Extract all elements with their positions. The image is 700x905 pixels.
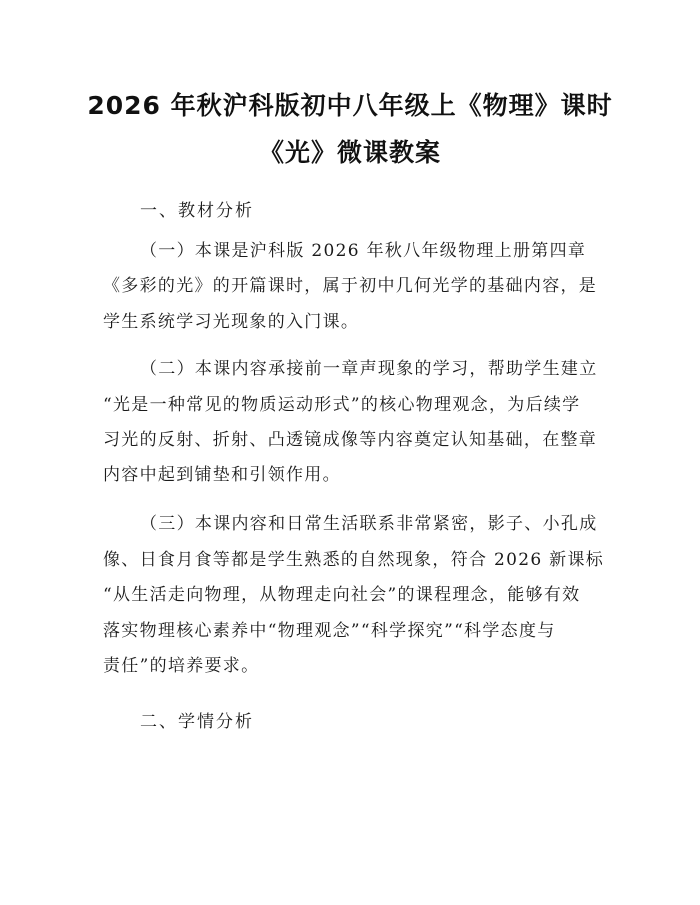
paragraph-1-line-3: 学生系统学习光现象的入门课。 bbox=[103, 312, 360, 332]
document-title-line-1: 2026 年秋沪科版初中八年级上《物理》课时 bbox=[87, 91, 613, 120]
paragraph-2-line-3: 习光的反射、折射、凸透镜成像等内容奠定认知基础，在整章 bbox=[103, 430, 598, 450]
document-title-line-2: 《光》微课教案 bbox=[258, 138, 441, 167]
paragraph-2-line-2: “光是一种常见的物质运动形式”的核心物理观念，为后续学 bbox=[103, 395, 581, 415]
paragraph-2-line-1: （二）本课内容承接前一章声现象的学习，帮助学生建立 bbox=[140, 359, 598, 379]
paragraph-3-line-3: “从生活走向物理，从物理走向社会”的课程理念，能够有效 bbox=[103, 585, 581, 605]
paragraph-3-line-4: 落实物理核心素养中“物理观念”“科学探究”“科学态度与 bbox=[103, 621, 556, 641]
paragraph-1-line-2: 《多彩的光》的开篇课时，属于初中几何光学的基础内容，是 bbox=[103, 276, 598, 296]
section-heading-student-analysis: 二、学情分析 bbox=[140, 712, 254, 732]
paragraph-3-line-5: 责任”的培养要求。 bbox=[103, 656, 260, 676]
paragraph-2-line-4: 内容中起到铺垫和引领作用。 bbox=[103, 465, 341, 485]
paragraph-3-line-2: 像、日食月食等都是学生熟悉的自然现象，符合 2026 新课标 bbox=[103, 550, 605, 570]
paragraph-1-line-1: （一）本课是沪科版 2026 年秋八年级物理上册第四章 bbox=[140, 241, 587, 261]
section-heading-textbook-analysis: 一、教材分析 bbox=[140, 201, 254, 221]
paragraph-3-line-1: （三）本课内容和日常生活联系非常紧密，影子、小孔成 bbox=[140, 514, 598, 534]
